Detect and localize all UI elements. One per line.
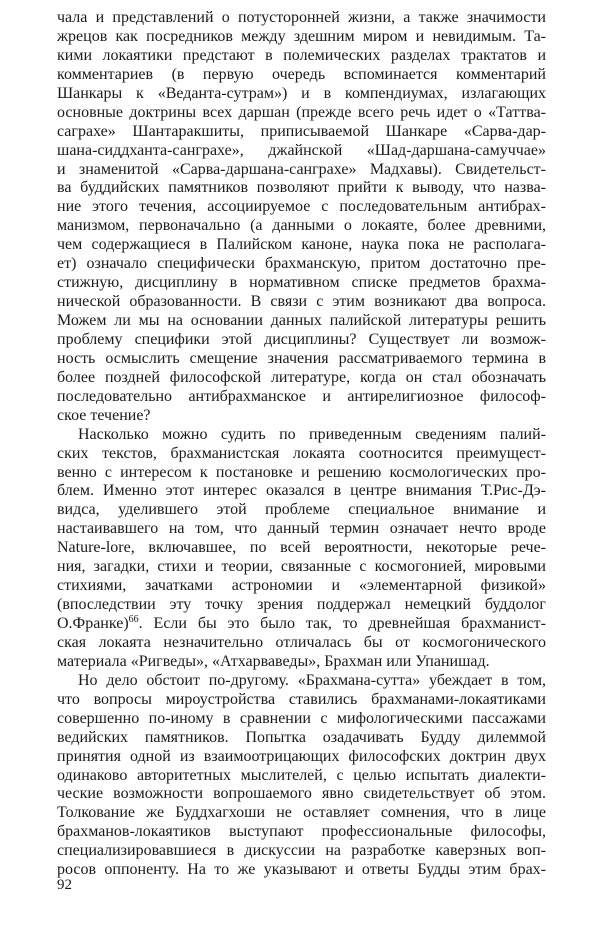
line-text: чем содержащиеся в Палийском каноне, наука пока не располага- [57,236,546,254]
text-line [57,47,546,66]
text-line [57,861,546,880]
line-text: ния, загадки, стихи и теории, связанные с космогонией, мировыми [57,558,546,576]
text-line [57,501,546,520]
text-line [57,653,546,672]
line-text: материала «Ригведы», «Атхарваведы», Брахман или Упанишад. [57,652,490,670]
line-text: и знаменитой «Сарва-даршана-санграхе» Мадхавы). Свидетельст- [57,160,546,178]
text-line [57,312,546,331]
page-number: 92 [57,877,72,893]
line-text: ет) означало специфически брахманскую, притом достаточно пре- [57,255,546,273]
line-text: основные доктрины всех даршан (прежде всего речь идет о «Таттва- [57,103,546,121]
text-line [57,388,546,407]
text-line [57,66,546,85]
text-line [57,577,546,596]
text-line [57,198,546,217]
text-line [57,274,546,293]
line-text [57,615,546,632]
line-text: проблему специфики этой дисциплины? Существует ли возмож- [57,330,546,348]
text-line [57,804,546,823]
line-text: ская локаята незначительно отличалась бы от космогонического [57,633,546,651]
line-text: нической образованности. В связи с этим возникают два вопроса. [57,293,546,311]
text-line [57,331,546,350]
line-text: более поздней философской литературе, когда он стал обозначать [57,368,546,386]
text-line [57,482,546,501]
text-line [57,539,546,558]
text-line [57,615,546,634]
line-text-after: . Если бы это было так, то древнейшая брахманист- [138,615,546,632]
text-line [57,596,546,615]
text-line [57,236,546,255]
text-line [57,634,546,653]
line-text: венно с интересом к постановке и решению космологических про- [57,463,546,481]
line-text: что вопросы мироустройства ставились брахманами-локаятиками [57,690,546,708]
line-text: Но дело обстоит по-другому. «Брахмана-сутта» убеждает в том, [78,671,546,689]
line-text: ских текстов, брахманистская локаята соотносится преимущест- [57,444,546,462]
text-line [57,426,546,445]
text-line [57,691,546,710]
line-text: комментариев (в первую очередь вспоминается комментарий [57,65,546,83]
line-text: (впоследствии эту точку зрения поддержал немецкий буддолог [57,596,546,614]
line-text: ческие возможности вопрошаемого явно свидетельствует об этом. [57,785,546,803]
text-line [57,672,546,691]
line-text: последовательно антибрахманское и антирелигиозное философ- [57,387,546,405]
text-line [57,369,546,388]
text-line [57,161,546,180]
line-text: стихиями, зачатками астрономии и «элементарной физикой» [57,577,546,595]
line-text: совершенно по-иному в сравнении с мифологическими пассажами [57,709,546,727]
line-text: ское течение? [57,406,151,424]
line-text: саграхе» Шантаракшиты, приписываемой Шанкаре «Сарва-дар- [57,122,546,140]
text-line [57,748,546,767]
line-text: Шанкары к «Веданта-сутрам») и в компендиумах, излагающих [57,84,546,102]
line-text: ние этого течения, ассоциируемое с последовательным антибрах- [57,198,546,216]
text-line [57,104,546,123]
line-text: видса, уделившего этой проблеме специальное внимание и [57,501,546,519]
line-text: Можем ли мы на основании данных палийской литературы решить [57,312,546,329]
line-text: Насколько можно судить по приведенным сведениям палий- [78,425,546,443]
text-line [57,710,546,729]
text-line [57,729,546,748]
text-line [57,217,546,236]
line-text: блем. Именно этот интерес оказался в центре внимания Т.Рис-Дэ- [57,482,546,500]
page-body-text [57,9,546,880]
line-text: Толкование же Буддхагхоши не оставляет сомнения, что в лице [57,804,546,822]
text-line [57,520,546,539]
paragraph [57,9,546,426]
line-text: специализировавшиеся в дискуссии на разработке каверзных воп- [57,842,546,860]
line-text: брахманов-локаятиков выступают профессиональные философы, [57,823,546,841]
text-line [57,28,546,47]
text-line [57,558,546,577]
line-text: ва буддийских памятников позволяют прийти к выводу, что назва- [57,179,546,197]
footnote-reference[interactable]: 66 [128,614,139,625]
text-line [57,85,546,104]
line-text: манизмом, первоначально (а данными о локаяте, более древними, [57,217,546,235]
text-line [57,142,546,161]
line-text: росов оппоненту. На то же указывают и ответы Будды этим брах- [57,861,546,879]
paragraph [57,672,546,880]
text-line [57,293,546,312]
line-text-before: О.Франке) [57,615,129,632]
text-line [57,464,546,483]
text-line [57,842,546,861]
line-text: ность осмыслить смещение значения рассматриваемого термина в [57,349,546,367]
text-line [57,9,546,28]
line-text: принятия одной из взаимоотрицающих философских доктрин двух [57,747,546,765]
text-line [57,785,546,804]
line-text: стижную, дисциплину в нормативном списке предметов брахма- [57,274,546,292]
text-line [57,350,546,369]
line-text: настаивавшего на том, что данный термин означает нечто вроде [57,520,546,538]
line-text: Nature-lore, включавшее, по всей вероятности, некоторые рече- [57,539,546,557]
text-line [57,823,546,842]
paragraph [57,426,546,672]
line-text: шана-сиддханта-санграхе», джайнской «Шад-даршана-самуччае» [57,141,546,159]
line-text: ведийских памятников. Попытка озадачивать Будду дилеммой [57,728,546,746]
text-line [57,445,546,464]
text-line [57,407,546,426]
line-text: жрецов как посредников между здешним миром и невидимым. Та- [57,27,546,45]
line-text: кими локаятики предстают в полемических разделах трактатов и [57,46,546,64]
line-text: одинаково авторитетных мыслителей, с целью испытать диалекти- [57,766,546,784]
text-line [57,767,546,786]
text-line [57,179,546,198]
text-line [57,255,546,274]
line-text: чала и представлений о потусторонней жизни, а также значимости [57,9,546,26]
text-line [57,123,546,142]
